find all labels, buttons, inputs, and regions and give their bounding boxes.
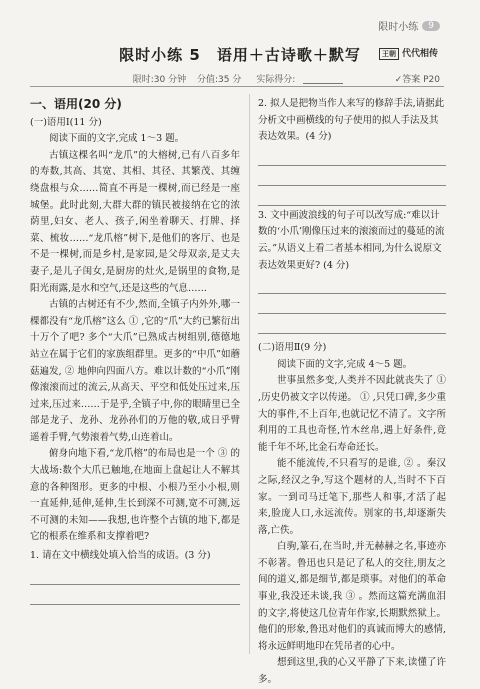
actual-score-field[interactable] <box>303 83 343 84</box>
passage-paragraph: 白驹,篆石,在当时,并无赫赫之名,事迹亦不彰著。鲁迅也只是记了私人的交往,朋友之间的道义,都是细节,都是琐事。对他们的革命事业,我没还未谈,我 ③ 。然而这篇充满血泪的文字,将使这几位青年作家,长期默然狱上。他们的形象,鲁迅对他们的真诚而博大的感情,将永远鲜明地印在凭吊者的心中。 <box>258 541 446 652</box>
answer-ref-text: 答案 P20 <box>402 75 440 85</box>
answer-line[interactable] <box>258 146 446 166</box>
page-header-tag <box>378 18 440 33</box>
question-3: 3. 文中画波浪线的句子可以改写成:“难以计数的‘小爪’刚像压过来的滚滚而过的蔓延的流云。”从语义上看二者基本相同,为什么说原文表达效果更好? (4 分) <box>258 209 445 271</box>
passage-paragraph: 俯身向地下看,“龙爪榕”的布局也是一个 ③ 的大战场:数个大爪已触地,在地面上盘起让人不解其意的各种图形。更多的中根、小根乃至小小根,则一直延伸,延伸,延伸,生长到深不可测,宽不可测,远不可测的未知——我想,也许整个古镇的地下,都是它的根系在维系和支撑着吧? <box>30 448 240 543</box>
passage-paragraph: 古镇这棵名叫“龙爪”的大榕树,已有八百多年的寿数,其高、其宽、其相、其径、其繁茂、其缠绕盘根与众……简直不再是一棵树,而已经是一座城堡。此时此刻,大群大群的镇民被接纳在它的浓荫里,妇女、老人、孩子,闲坐着聊天、打牌、择菜、梳妆……“龙爪榕”树下,是他们的客厅、也是不是一棵树,而是乡村,是家园,是父母双亲,是丈夫妻子,是儿子闺女,是厨房的灶火,是锅里的食物,是阳光雨露,是水和空气,还是这些的气息…… <box>30 149 240 294</box>
header-rule <box>30 86 444 87</box>
sub-title: (一)语用Ⅰ(11 分) <box>30 116 102 128</box>
question-1: 1. 请在文中横线处填入恰当的成语。(3 分) <box>30 550 211 562</box>
passage-paragraph: 想到这里,我的心又平静了下来,读懂了许多。 <box>258 657 446 686</box>
header-label: 限时小练 <box>378 22 419 33</box>
column-divider <box>249 94 250 654</box>
page-number: 9 <box>422 21 440 31</box>
seal-icon: 王朝 <box>379 48 399 60</box>
left-column <box>30 94 240 605</box>
answer-line[interactable] <box>30 585 240 605</box>
sub-title: (二)语用Ⅱ(9 分) <box>258 342 327 354</box>
answer-line[interactable] <box>258 314 446 334</box>
right-column <box>258 94 446 689</box>
logo-text: 代代相传 <box>401 49 438 59</box>
answer-line[interactable] <box>258 166 446 186</box>
question-2: 2. 拟人是把物当作人来写的修辞手法,请据此分析文中画横线的句子使用的拟人手法及其表达效果。(4 分) <box>258 98 445 143</box>
answer-line[interactable] <box>258 294 446 314</box>
passage-paragraph: 世事虽然多变,人类并不因此就丧失了 ① ,历史仍被文字以传递。 ① ,只凭口碑,多少重大的事件,不上百年,也就记忆不清了。文字所利用的工具也奇怪,竹木丝帛,遇上好条件,竟能千年不坏,比金石寿命还长。 <box>258 375 446 453</box>
intro: 阅读下面的文字,完成 4～5 题。 <box>277 358 413 370</box>
time-limit: 限时:30 分钟 <box>132 75 187 85</box>
intro: 阅读下面的文字,完成 1～3 题。 <box>49 133 185 145</box>
score-total: 分值:35 分 <box>196 75 242 85</box>
answer-line[interactable] <box>258 274 446 294</box>
answer-reference: ✓答案 P20 <box>394 75 440 85</box>
section-title: 一、语用(20 分) <box>30 97 122 111</box>
page-title: 限时小练 5 语用＋古诗歌＋默写 <box>119 46 361 64</box>
actual-score-label: 实际得分: <box>256 75 296 85</box>
answer-line[interactable] <box>30 565 240 585</box>
brand-logo <box>379 46 438 60</box>
passage-paragraph: 能不能流传,不只看写的是谁, ② 。秦汉之际,经汉之争,写这个题材的人,当时不下百家。一到司马迁笔下,那些人和事,才活了起来,脸庞人口,永远流传。别家的书,却逐渐失落,亡佚。 <box>258 458 446 536</box>
passage-paragraph: 古镇的古树还有不少,然而,全镇子内外外,哪一棵都没有“龙爪榕”这么 ① ,它的“爪”大约已繁衍出十万个了吧? 多个“大爪”已熟成古树组别,德德地站立在属于它们的家族组群里。更多的“中爪”如蘑菇遍发, ② 地伸向四面八方。难以计数的“小爪”刚像滚滚而过的流云,从高天、平空和低处压过来,压过来,压过来……于是乎,全镇子中,你的眼睛里已全部是龙子、龙孙、龙孙孙们的万他的敬,成日乎臂遥着手臂,气势滚着气势,山连着山。 <box>30 299 240 443</box>
answer-line[interactable] <box>258 186 446 206</box>
